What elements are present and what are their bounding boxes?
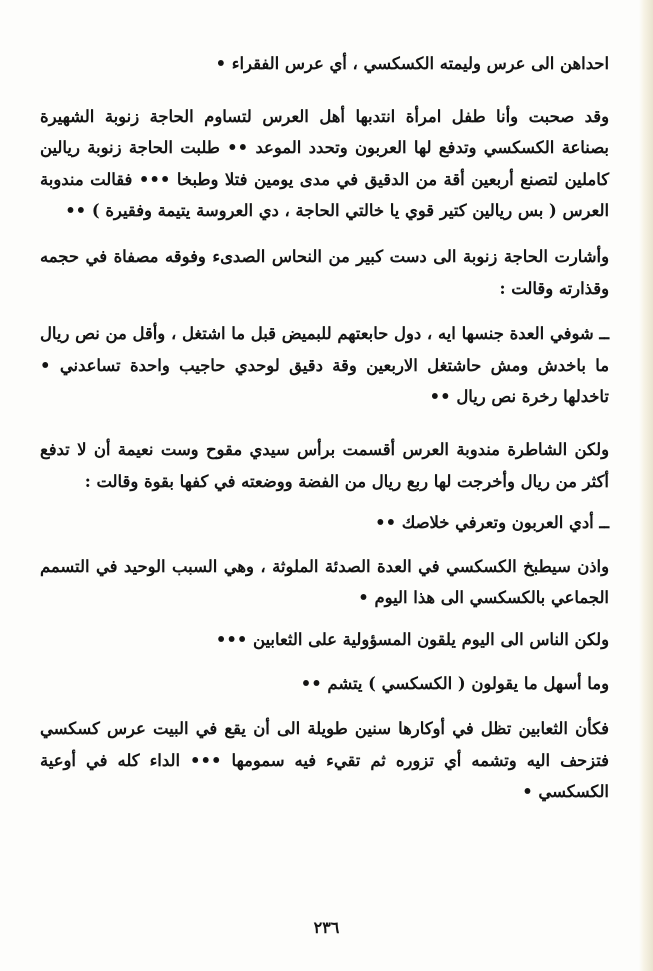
paragraph-4: ــ شوفي العدة جنسها ايه ، دول حابعتهم للبميض قبل ما اشتغل ، وأقل من نص ريال ما باخدش ومش حاشتغل الاربعين وقة دقيق لوحدي حاجيب واحدة تساعدني • تاخدلها رخرة نص ريال •• xyxy=(40,324,609,407)
paragraph-6: ــ أدي العربون وتعرفي خلاصك •• xyxy=(375,513,609,533)
paragraph-8: ولكن الناس الى اليوم يلقون المسؤولية على الثعابين ••• xyxy=(215,629,609,649)
paragraph-1: احداهن الى عرس وليمته الكسكسي ، أي عرس الفقراء • xyxy=(215,54,609,73)
paragraph-5: ولكن الشاطرة مندوبة العرس أقسمت برأس سيدي مقوح وست نعيمة أن لا تدفع أكثر من ريال وأخرجت لها ربع ريال من الفضة ووضعته في كفها بقوة وقالت : xyxy=(40,439,609,491)
page-number: ٢٣٦ xyxy=(313,918,340,937)
paragraph-3: وأشارت الحاجة زنوبة الى دست كبير من النحاس الصدىء وفوقه مصفاة في حجمه وقذارته وقالت : xyxy=(40,246,609,298)
paragraph-7: واذن سيطبخ الكسكسي في العدة الصدئة الملوثة ، وهي السبب الوحيد في التسمم الجماعي بالكسكسي الى هذا اليوم • xyxy=(40,556,609,608)
scan-edge-shadow xyxy=(639,0,653,971)
paragraph-10: فكأن الثعابين تظل في أوكارها سنين طويلة الى أن يقع في البيت عرس كسكسي فتزحف اليه وتشمه أي تزوره ثم تقيء فيه سمومها ••• الداء كله في أوعية الكسكسي • xyxy=(40,719,609,802)
paragraph-9: وما أسهل ما يقولون ( الكسكسي ) يتشم •• xyxy=(300,673,609,693)
page-body xyxy=(40,48,609,808)
paragraph-2: وقد صحبت وأنا طفل امرأة انتدبها أهل العرس لتساوم الحاجة زنوبة الشهيرة بصناعة الكسكسي وتدفع لها العربون وتحدد الموعد •• طلبت الحاجة زنوبة ريالين كاملين لتصنع أربعين أقة من الدقيق في مدى يومين فتلا وطبخا ••• فقالت مندوبة العرس ( بس ريالين كتير قوي يا خالتي الحاجة ، دي العروسة يتيمة وفقيرة ) •• xyxy=(40,106,609,221)
